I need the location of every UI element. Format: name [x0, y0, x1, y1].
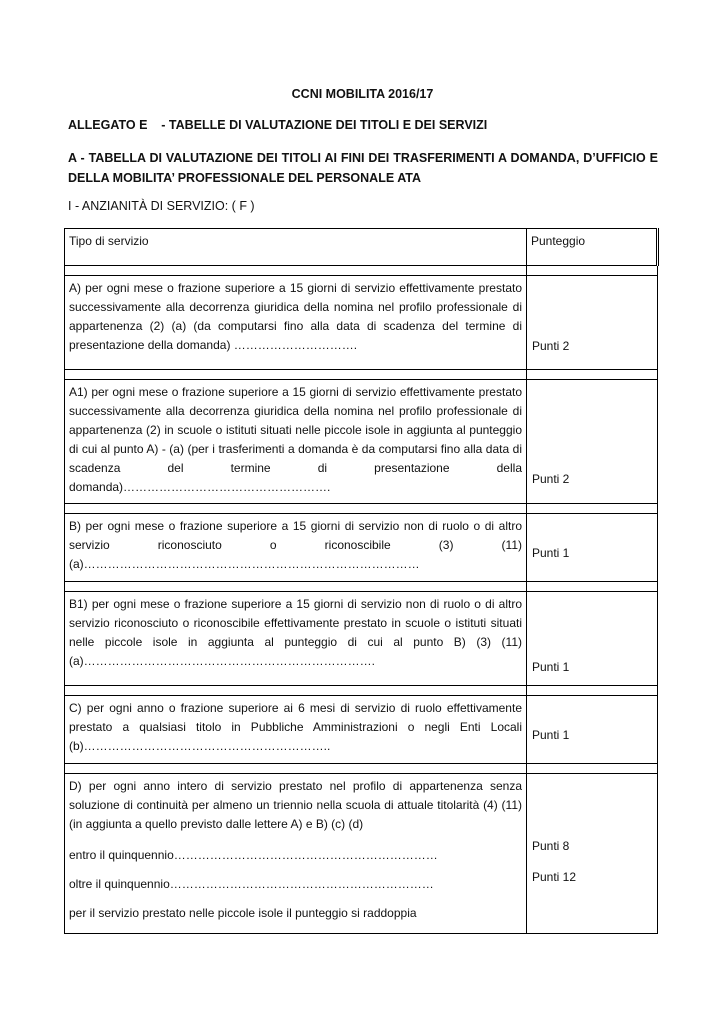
row-c-score: Punti 1 [532, 728, 570, 742]
service-evaluation-table [64, 228, 659, 934]
row-c-description: C) per ogni anno o frazione superiore ai 6 mesi di servizio di ruolo effettivamente prestato a qualsiasi titolo in Pubbliche Amministrazioni o negli Enti Locali (b)…………………………………………………….. [65, 696, 527, 764]
table-row [65, 380, 658, 504]
header-service-type: Tipo di servizio [65, 229, 527, 266]
row-b1-description: B1) per ogni mese o frazione superiore a 15 giorni di servizio non di ruolo o di altro servizio riconosciuto o riconoscibile effettivamente prestato in scuole o istituti situati nelle piccole isole in aggiunta al punteggio di cui al punto B) (3) (11) (a)………………………………………………………………. [65, 592, 527, 686]
row-d-description: D) per ogni anno intero di servizio prestato nel profilo di appartenenza senza soluzione di continuità per almeno un triennio nella scuola di attuale titolarità (4) (11) (in aggiunta a quello previsto dalle lettere A) e B) (c) (d) [69, 779, 522, 831]
row-a-description: A) per ogni mese o frazione superiore a 15 giorni di servizio effettivamente prestato successivamente alla decorrenza giuridica della nomina nel profilo professionale di appartenenza (2) (a) (da computarsi fino alla data di scadenza del termine di presentazione della domanda) …………………………. [65, 276, 527, 370]
section-i-heading: I - ANZIANITÀ DI SERVIZIO: ( F ) [68, 199, 255, 213]
table-row [65, 774, 658, 934]
row-c-score-cell [527, 696, 658, 764]
row-d-score-cell [527, 774, 658, 934]
table-row [65, 592, 658, 686]
row-d-score-beyond: Punti 12 [532, 870, 577, 884]
header-score: Punteggio [527, 229, 658, 266]
table-row [65, 514, 658, 582]
row-b-score-cell [527, 514, 658, 582]
table-row [65, 276, 658, 370]
row-b-score: Punti 1 [532, 546, 570, 560]
row-d-description-cell [65, 774, 527, 934]
row-a-score-cell [527, 276, 658, 370]
row-d-small-islands-note: per il servizio prestato nelle piccole isole il punteggio si raddoppia [69, 906, 417, 920]
row-a1-description: A1) per ogni mese o frazione superiore a 15 giorni di servizio effettivamente prestato successivamente alla decorrenza giuridica della nomina nel profilo professionale di appartenenza (2) in scuole o istituti situati nelle piccole isole in aggiunta al punteggio di cui al punto A) - (a) (per i trasferimenti a domanda è da computarsi fino alla data di scadenza del termine di presentazione della domanda)……………………………………………. [65, 380, 527, 504]
annex-heading: ALLEGATO E - TABELLE DI VALUTAZIONE DEI TITOLI E DEI SERVIZI [68, 118, 488, 132]
row-b-description: B) per ogni mese o frazione superiore a 15 giorni di servizio non di ruolo o di altro servizio riconosciuto o riconoscibile (3) (11) (a)………………………………………………………………………… [65, 514, 527, 582]
row-a1-score-cell [527, 380, 658, 504]
table-header-row [65, 229, 658, 266]
row-b1-score-cell [527, 592, 658, 686]
row-b1-score: Punti 1 [532, 660, 570, 674]
row-d-within-five-years: entro il quinquennio………………………………………………………… [69, 848, 438, 862]
row-a-score: Punti 2 [532, 339, 570, 353]
row-d-score-within: Punti 8 [532, 839, 570, 853]
row-a1-score: Punti 2 [532, 472, 570, 486]
document-title: CCNI MOBILITA 2016/17 [291, 87, 434, 101]
section-a-heading: A - TABELLA DI VALUTAZIONE DEI TITOLI AI FINI DEI TRASFERIMENTI A DOMANDA, D’UFFICIO E DELLA MOBILITA’ PROFESSIONALE DEL PERSONALE ATA [68, 151, 658, 185]
table-row [65, 696, 658, 764]
row-d-beyond-five-years: oltre il quinquennio………………………………………………………… [69, 877, 434, 891]
